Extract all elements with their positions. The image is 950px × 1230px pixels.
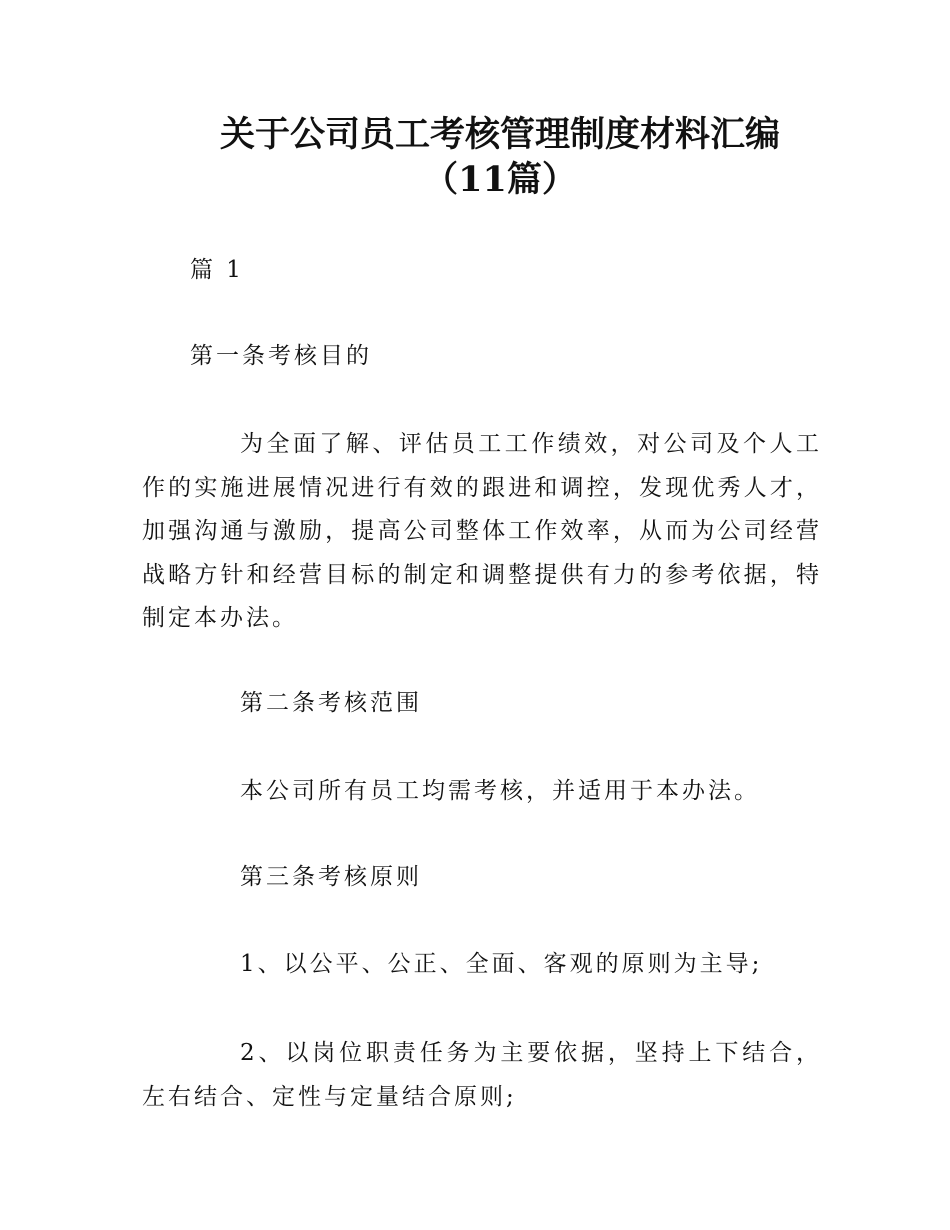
principle-1: 1、以公平、公正、全面、客观的原则为主导;: [240, 951, 763, 977]
article1-heading: 第一条考核目的: [190, 343, 372, 369]
document-title-count: （11篇）: [423, 159, 577, 200]
section-label: 篇 1: [190, 257, 244, 283]
document-title: 关于公司员工考核管理制度材料汇编: [219, 114, 780, 155]
principle-2: 2、以岗位职责任务为主要依据，坚持上下结合，左右结合、定性与定量结合原则;: [142, 1040, 822, 1110]
article2-heading: 第二条考核范围: [240, 690, 422, 716]
article2-body: 本公司所有员工均需考核，并适用于本办法。: [240, 778, 760, 804]
article3-heading: 第三条考核原则: [240, 864, 422, 890]
article1-body: 为全面了解、评估员工工作绩效，对公司及个人工作的实施进展情况进行有效的跟进和调控，发现优秀人才，加强沟通与激励，提高公司整体工作效率，从而为公司经营战略方针和经营目标的制定和调整提供有力的参考依据，特制定本办法。: [142, 431, 822, 631]
